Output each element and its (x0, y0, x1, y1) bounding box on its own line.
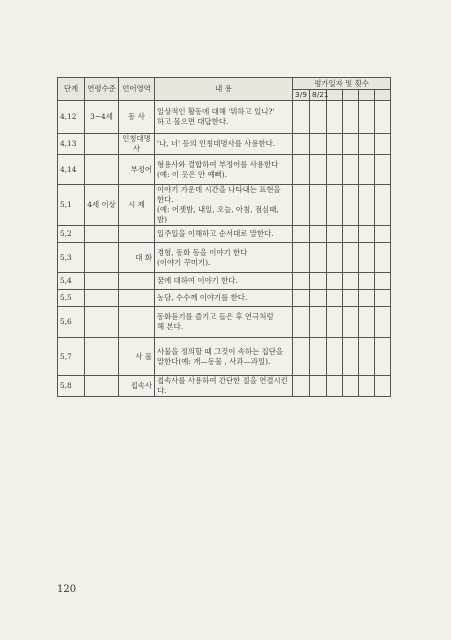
eval-cell[interactable] (359, 185, 375, 226)
page-number: 120 (57, 584, 77, 595)
table-row (58, 273, 391, 290)
content-cell (155, 338, 293, 376)
table-row (58, 101, 391, 134)
age-cell (85, 376, 119, 397)
content-line: 경험, 동화 등을 이야기 한다 (157, 247, 248, 257)
content-cell (155, 185, 293, 226)
date-cell: 8/21 (310, 90, 327, 101)
content-cell (155, 101, 293, 134)
table-row (58, 290, 391, 307)
content-line: 일상적인 활동에 대해 '뭐하고 있니?' (157, 107, 275, 116)
eval-cell[interactable] (293, 290, 310, 307)
eval-cell[interactable] (375, 307, 391, 338)
eval-cell[interactable] (343, 338, 359, 376)
eval-cell[interactable] (327, 243, 343, 273)
eval-cell[interactable] (310, 290, 327, 307)
content-cell (155, 273, 293, 290)
content-line: 동화듣기를 즐기고 들은 후 연극처럼 (157, 312, 274, 321)
eval-cell[interactable] (359, 338, 375, 376)
table-row (58, 134, 391, 155)
area-cell (119, 226, 155, 243)
area-cell: 부정어 (119, 155, 155, 185)
area-cell: 대 화 (119, 243, 155, 273)
eval-cell[interactable] (293, 338, 310, 376)
eval-cell[interactable] (359, 307, 375, 338)
step-cell: 5,5 (58, 290, 85, 307)
eval-cell[interactable] (359, 273, 375, 290)
header-area: 언어영역 (119, 78, 155, 101)
age-cell (85, 134, 119, 155)
header-age: 연령수준 (85, 78, 119, 101)
table-row (58, 338, 391, 376)
eval-cell[interactable] (327, 155, 343, 185)
eval-cell[interactable] (375, 243, 391, 273)
eval-cell[interactable] (375, 185, 391, 226)
content-line: 하고 물으면 대답한다. (157, 117, 229, 126)
date-cell (375, 90, 391, 101)
eval-cell[interactable] (293, 376, 310, 397)
eval-cell[interactable] (293, 155, 310, 185)
eval-cell[interactable] (310, 338, 327, 376)
eval-cell[interactable] (293, 243, 310, 273)
content-cell (155, 376, 293, 397)
eval-cell[interactable] (327, 185, 343, 226)
content-line: 이야기 가운데 시간을 나타내는 표현을 한다. (157, 185, 281, 204)
content-cell (155, 226, 293, 243)
eval-cell[interactable] (343, 226, 359, 243)
eval-cell[interactable] (375, 376, 391, 397)
eval-cell[interactable] (327, 307, 343, 338)
eval-cell[interactable] (359, 101, 375, 134)
eval-cell[interactable] (310, 376, 327, 397)
step-cell: 4,14 (58, 155, 85, 185)
age-cell (85, 290, 119, 307)
eval-cell[interactable] (375, 134, 391, 155)
date-cell (359, 90, 375, 101)
step-cell: 5,7 (58, 338, 85, 376)
eval-cell[interactable] (343, 101, 359, 134)
age-cell (85, 243, 119, 273)
eval-cell[interactable] (293, 307, 310, 338)
content-line: 농담, 수수께 이야기를 한다. (157, 293, 248, 302)
area-cell: 시 제 (119, 185, 155, 226)
eval-cell[interactable] (327, 101, 343, 134)
content-line: (예: 어젯밤, 내일, 오늘, 아침, 점심때, 밤) (157, 205, 279, 224)
content-line: 일주일을 이해하고 순서대로 말한다. (157, 229, 274, 238)
content-line: (이야기 꾸미기). (157, 257, 211, 267)
eval-cell[interactable] (375, 273, 391, 290)
eval-cell[interactable] (327, 273, 343, 290)
eval-cell[interactable] (310, 155, 327, 185)
eval-cell[interactable] (310, 134, 327, 155)
area-cell: 동 사 (119, 101, 155, 134)
table-row (58, 307, 391, 338)
eval-cell[interactable] (293, 226, 310, 243)
step-cell: 5,3 (58, 243, 85, 273)
age-cell (85, 273, 119, 290)
eval-cell[interactable] (359, 134, 375, 155)
content-cell (155, 134, 293, 155)
table-row (58, 185, 391, 226)
eval-cell[interactable] (343, 155, 359, 185)
area-cell (119, 307, 155, 338)
eval-cell[interactable] (293, 273, 310, 290)
eval-cell[interactable] (327, 290, 343, 307)
evaluation-table (57, 77, 391, 397)
step-cell: 5,2 (58, 226, 85, 243)
content-cell (155, 155, 293, 185)
eval-cell[interactable] (310, 273, 327, 290)
eval-cell[interactable] (375, 101, 391, 134)
area-cell (119, 290, 155, 307)
eval-cell[interactable] (343, 243, 359, 273)
eval-cell[interactable] (343, 290, 359, 307)
eval-cell[interactable] (327, 376, 343, 397)
header-step: 단계 (58, 78, 85, 101)
content-line: (예: 이 옷은 안 예뻐). (157, 169, 227, 179)
date-cell (343, 90, 359, 101)
age-cell (85, 338, 119, 376)
header-content: 내 용 (155, 78, 293, 101)
content-line: 해 본다. (157, 322, 184, 331)
area-cell: 인칭대명사 (119, 134, 155, 155)
eval-cell[interactable] (293, 185, 310, 226)
step-cell: 4,12 (58, 101, 85, 134)
eval-cell[interactable] (293, 134, 310, 155)
content-line: 접속사를 사용하여 간단한 절을 연결시킨다. (157, 376, 288, 395)
eval-cell[interactable] (343, 185, 359, 226)
step-cell: 5,4 (58, 273, 85, 290)
eval-cell[interactable] (327, 226, 343, 243)
eval-cell[interactable] (359, 243, 375, 273)
eval-cell[interactable] (310, 185, 327, 226)
eval-cell[interactable] (359, 376, 375, 397)
date-cell: 3/9 (293, 90, 310, 101)
eval-cell[interactable] (343, 376, 359, 397)
eval-cell[interactable] (359, 155, 375, 185)
eval-cell[interactable] (310, 307, 327, 338)
table-row (58, 243, 391, 273)
area-cell: 접속사 (119, 376, 155, 397)
eval-cell[interactable] (327, 338, 343, 376)
step-cell: 4,13 (58, 134, 85, 155)
eval-cell[interactable] (375, 338, 391, 376)
eval-cell[interactable] (310, 101, 327, 134)
eval-cell[interactable] (359, 290, 375, 307)
eval-cell[interactable] (310, 243, 327, 273)
content-cell (155, 307, 293, 338)
area-cell: 사 물 (119, 338, 155, 376)
age-cell (85, 155, 119, 185)
eval-cell[interactable] (327, 134, 343, 155)
eval-cell[interactable] (310, 226, 327, 243)
content-line: 사물을 정의할 때 그것이 속하는 집단을 (157, 346, 283, 356)
eval-cell[interactable] (359, 226, 375, 243)
step-cell: 5,8 (58, 376, 85, 397)
eval-cell[interactable] (343, 134, 359, 155)
age-cell (85, 307, 119, 338)
age-cell: 3~4세 (85, 101, 119, 134)
content-line: 형용사와 결합하여 부정어를 사용한다 (157, 159, 279, 169)
step-cell: 5,1 (58, 185, 85, 226)
area-cell (119, 273, 155, 290)
content-line: '나, 너' 등의 인칭대명사를 사용한다. (157, 139, 276, 148)
table-row (58, 155, 391, 185)
content-cell (155, 290, 293, 307)
content-line: 말한다(예: 개—동물 , 사과—과일). (157, 356, 271, 366)
table-row (58, 226, 391, 243)
eval-cell[interactable] (293, 101, 310, 134)
eval-cell[interactable] (375, 226, 391, 243)
content-cell (155, 243, 293, 273)
header-eval: 평가일자 및 횟수 (293, 78, 391, 90)
table-row (58, 376, 391, 397)
step-cell: 5,6 (58, 307, 85, 338)
age-cell: 4세 이상 (85, 185, 119, 226)
content-line: 꿈에 대하여 이야기 한다. (157, 276, 238, 285)
age-cell (85, 226, 119, 243)
eval-cell[interactable] (375, 290, 391, 307)
eval-cell[interactable] (343, 273, 359, 290)
eval-cell[interactable] (375, 155, 391, 185)
eval-cell[interactable] (343, 307, 359, 338)
